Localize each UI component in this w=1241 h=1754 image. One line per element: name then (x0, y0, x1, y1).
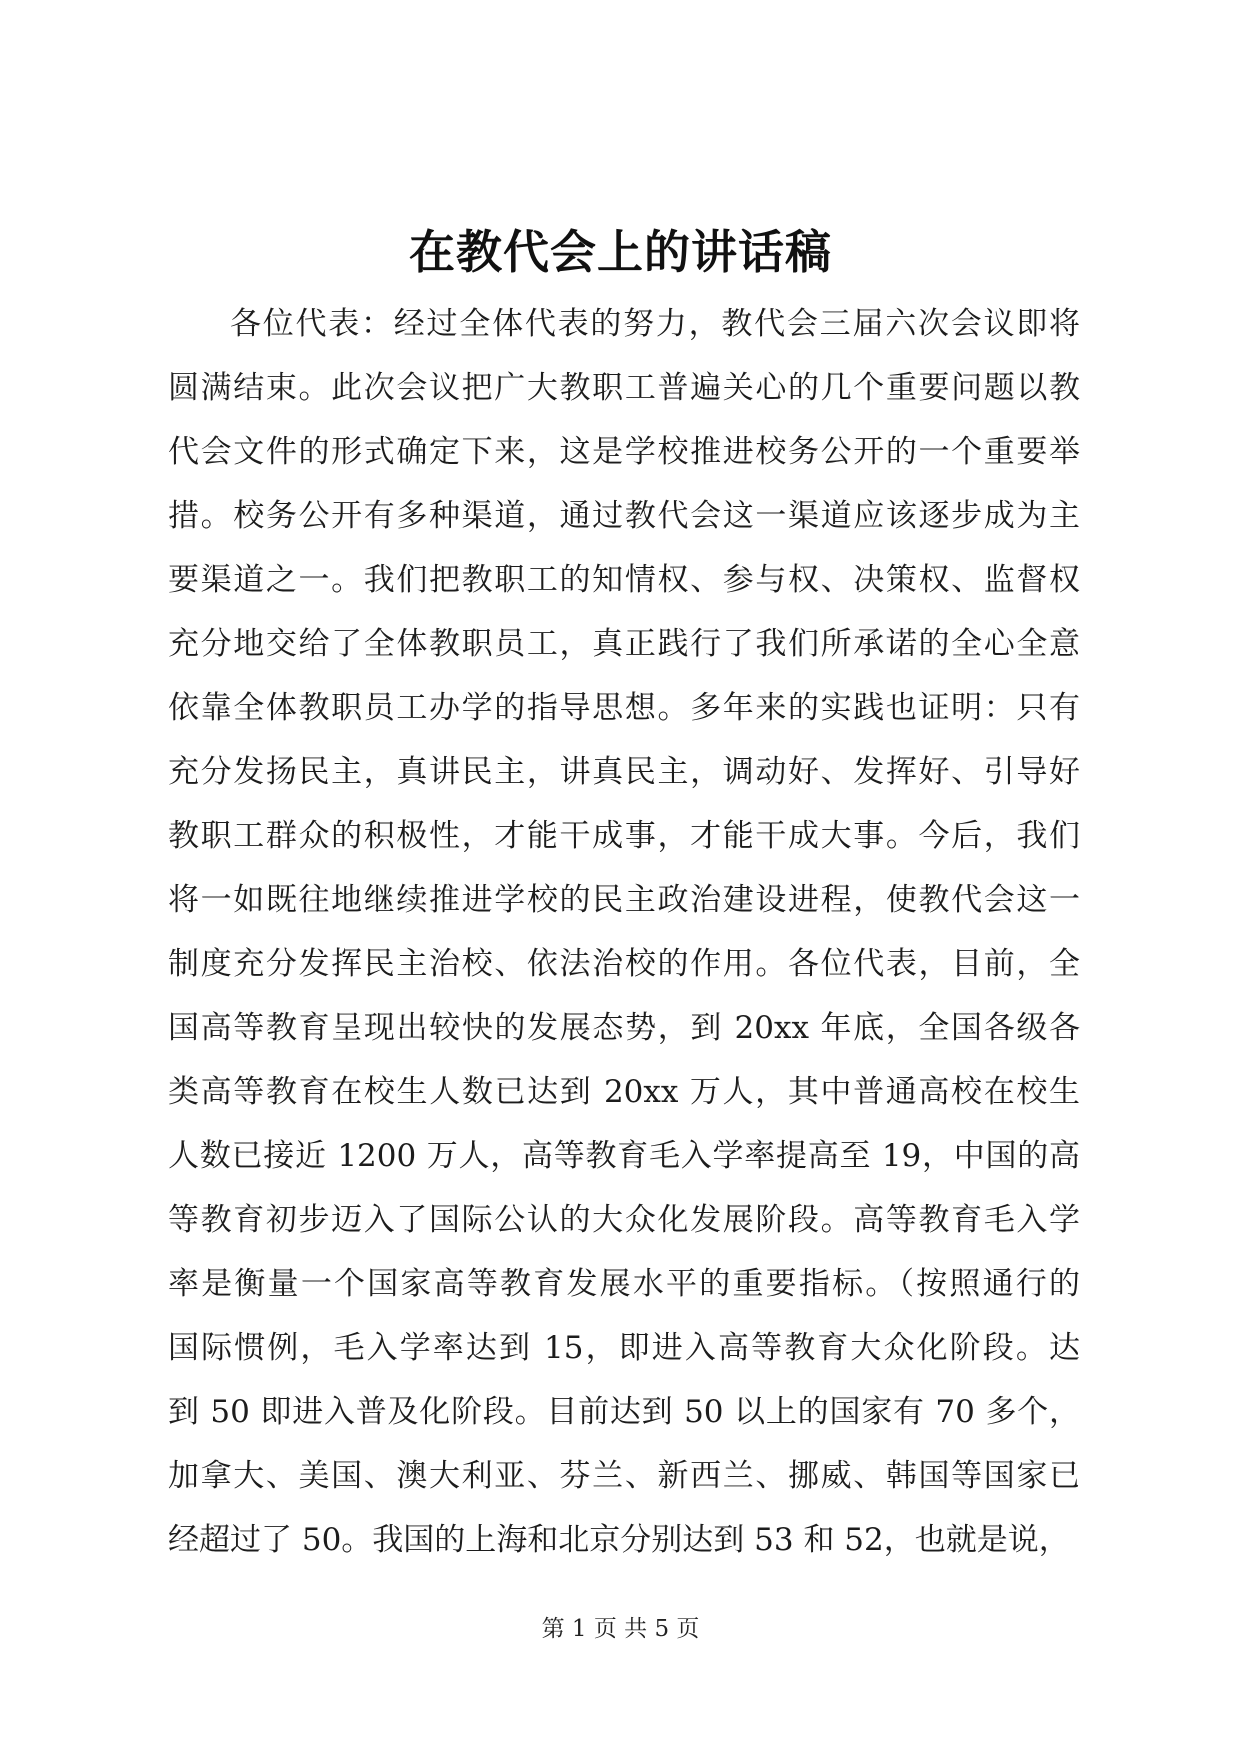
body-line: 要渠道之一。我们把教职工的知情权、参与权、决策权、监督权 (168, 562, 1080, 598)
body-line: 经超过了 50。我国的上海和北京分别达到 53 和 52，也就是说， (168, 1522, 1070, 1558)
body-line: 等教育初步迈入了国际公认的大众化发展阶段。高等教育毛入学 (168, 1202, 1080, 1238)
body-line: 到 50 即进入普及化阶段。目前达到 50 以上的国家有 70 多个， (168, 1394, 1080, 1430)
body-line: 充分地交给了全体教职员工，真正践行了我们所承诺的全心全意 (168, 626, 1080, 662)
body-line: 人数已接近 1200 万人，高等教育毛入学率提高至 19，中国的高 (168, 1138, 1080, 1174)
document-body (168, 292, 1080, 1572)
page-number: 第 1 页 共 5 页 (541, 1616, 700, 1642)
body-line: 充分发扬民主，真讲民主，讲真民主，调动好、发挥好、引导好 (168, 754, 1080, 790)
body-line: 各位代表：经过全体代表的努力，教代会三届六次会议即将 (230, 306, 1080, 342)
body-line: 国高等教育呈现出较快的发展态势，到 20xx 年底，全国各级各 (168, 1010, 1080, 1046)
body-line: 率是衡量一个国家高等教育发展水平的重要指标。（按照通行的 (168, 1266, 1080, 1302)
body-line: 将一如既往地继续推进学校的民主政治建设进程，使教代会这一 (168, 882, 1080, 918)
body-line: 圆满结束。此次会议把广大教职工普遍关心的几个重要问题以教 (168, 370, 1080, 406)
document-title: 在教代会上的讲话稿 (409, 225, 832, 279)
body-line: 制度充分发挥民主治校、依法治校的作用。各位代表，目前，全 (168, 946, 1080, 982)
body-line: 依靠全体教职员工办学的指导思想。多年来的实践也证明：只有 (168, 690, 1080, 726)
body-line: 措。校务公开有多种渠道，通过教代会这一渠道应该逐步成为主 (168, 498, 1080, 534)
body-line: 国际惯例，毛入学率达到 15，即进入高等教育大众化阶段。达 (168, 1330, 1080, 1366)
body-line: 代会文件的形式确定下来，这是学校推进校务公开的一个重要举 (168, 434, 1080, 470)
body-line: 加拿大、美国、澳大利亚、芬兰、新西兰、挪威、韩国等国家已 (168, 1458, 1080, 1494)
body-line: 教职工群众的积极性，才能干成事，才能干成大事。今后，我们 (168, 818, 1080, 854)
body-line: 类高等教育在校生人数已达到 20xx 万人，其中普通高校在校生 (168, 1074, 1080, 1110)
